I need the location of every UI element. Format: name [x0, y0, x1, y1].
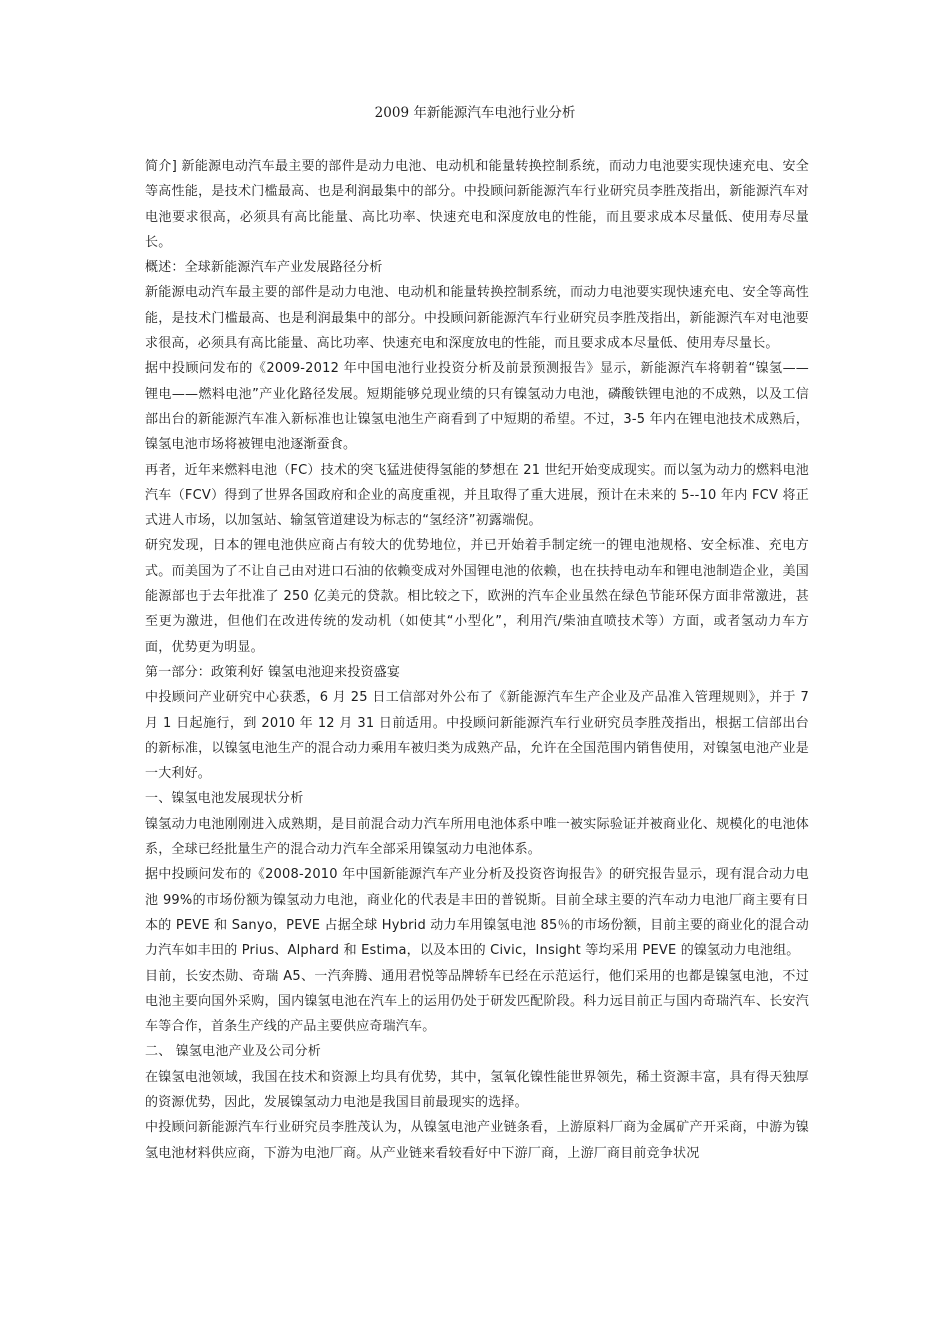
document-body	[145, 154, 809, 1166]
section-heading-overview: 概述：全球新能源汽车产业发展路径分析	[145, 260, 383, 276]
body-paragraph: 镍氢动力电池刚刚进入成熟期，是目前混合动力汽车所用电池体系中唯一被实际验证并被商业化、规模化的电池体系，全球已经批量生产的混合动力汽车全部采用镍氢动力电池体系。	[145, 816, 809, 858]
body-paragraph: 在镍氢电池领域，我国在技术和资源上均具有优势，其中，氢氧化镍性能世界领先，稀土资源丰富，具有得天独厚的资源优势，因此，发展镍氢动力电池是我国目前最现实的选择。	[145, 1069, 809, 1110]
document-title: 2009 年新能源汽车电池行业分析	[374, 105, 576, 121]
intro-paragraph: 简介] 新能源电动汽车最主要的部件是动力电池、电动机和能量转换控制系统，而动力电池要实现快速充电、安全等高性能，是技术门槛最高、也是利润最集中的部分。中投顾问新能源汽车行业研究员李胜茂指出，新能源汽车对电池要求很高，必须具有高比能量、高比功率、快速充电和深度放电的性能，而且要求成本尽量低、使用寿尽量长。	[145, 159, 809, 250]
body-paragraph: 研究发现，日本的锂电池供应商占有较大的优势地位，并已开始着手制定统一的锂电池规格、安全标准、充电方式。而美国为了不让自己由对进口石油的依赖变成对外国锂电池的依赖，也在扶持电动车和锂电池制造企业，美国能源部也于去年批准了 250 亿美元的贷款。相比较之下，欧洲的汽车企业虽然在绿色节能环保方面非常激进，甚至更为激进，但他们在改进传统的发动机（如使其“小型化”，利用汽/柴油直喷技术等）方面，或者氢动力车方面，优势更为明显。	[145, 538, 809, 655]
section-heading-part-one: 第一部分：政策利好 镍氢电池迎来投资盛宴	[145, 664, 401, 680]
body-paragraph: 目前，长安杰勋、奇瑞 A5、一汽奔腾、通用君悦等品牌轿车已经在示范运行，他们采用的也都是镍氢电池，不过电池主要向国外采购，国内镍氢电池在汽车上的运用仍处于研发匹配阶段。科力远目前正与国内奇瑞汽车、长安汽车等合作，首条生产线的产品主要供应奇瑞汽车。	[145, 968, 809, 1035]
body-paragraph: 新能源电动汽车最主要的部件是动力电池、电动机和能量转换控制系统，而动力电池要实现快速充电、安全等高性能，是技术门槛最高、也是利润最集中的部分。中投顾问新能源汽车行业研究员李胜茂指出，新能源汽车对电池要求很高，必须具有高比能量、高比功率、快速充电和深度放电的性能，而且要求成本尽量低、使用寿尽量长。	[145, 285, 809, 352]
body-paragraph: 据中投顾问发布的《2008-2010 年中国新能源汽车产业分析及投资咨询报告》的研究报告显示，现有混合动力电池 99%的市场份额为镍氢动力电池，商业化的代表是丰田的普锐斯。目前全球主要的汽车动力电池厂商主要有日本的 PEVE 和 Sanyo，PEVE 占据全球 Hybrid 动力车用镍氢电池 85％的市场份额，目前主要的商业化的混合动力汽车如丰田的 Prius、Alphard 和 Estima，以及本田的 Civic，Insight 等均采用 PEVE 的镍氢动力电池组。	[145, 867, 809, 959]
body-paragraph: 据中投顾问发布的《2009-2012 年中国电池行业投资分析及前景预测报告》显示，新能源汽车将朝着“镍氢——锂电——燃料电池”产业化路径发展。短期能够兑现业绩的只有镍氢动力电池，磷酸铁锂电池的不成熟，以及工信部出台的新能源汽车准入新标准也让镍氢电池生产商看到了中短期的希望。不过，3-5 年内在锂电池技术成熟后，镍氢电池市场将被锂电池逐渐蚕食。	[145, 361, 809, 453]
body-paragraph: 中投顾问产业研究中心获悉，6 月 25 日工信部对外公布了《新能源汽车生产企业及产品准入管理规则》，并于 7 月 1 日起施行，到 2010 年 12 月 31 日前适用。中投顾问新能源汽车行业研究员李胜茂指出，根据工信部出台的新标准，以镍氢电池生产的混合动力乘用车被归类为成熟产品，允许在全国范围内销售使用，对镍氢电池产业是一大利好。	[145, 690, 809, 782]
section-heading-industry: 二、 镍氢电池产业及公司分析	[145, 1044, 321, 1060]
section-heading-status: 一、镍氢电池发展现状分析	[145, 791, 304, 807]
body-paragraph: 中投顾问新能源汽车行业研究员李胜茂认为，从镍氢电池产业链条看，上游原料厂商为金属矿产开采商，中游为镍氢电池材料供应商，下游为电池厂商。从产业链来看较看好中下游厂商，上游厂商目前竞争状况	[145, 1120, 809, 1161]
body-paragraph: 再者，近年来燃料电池（FC）技术的突飞猛进使得氢能的梦想在 21 世纪开始变成现实。而以氢为动力的燃料电池汽车（FCV）得到了世界各国政府和企业的高度重视，并且取得了重大进展，预计在未来的 5--10 年内 FCV 将正式进人市场，以加氢站、输氢管道建设为标志的“氢经济”初露端倪。	[145, 462, 809, 529]
